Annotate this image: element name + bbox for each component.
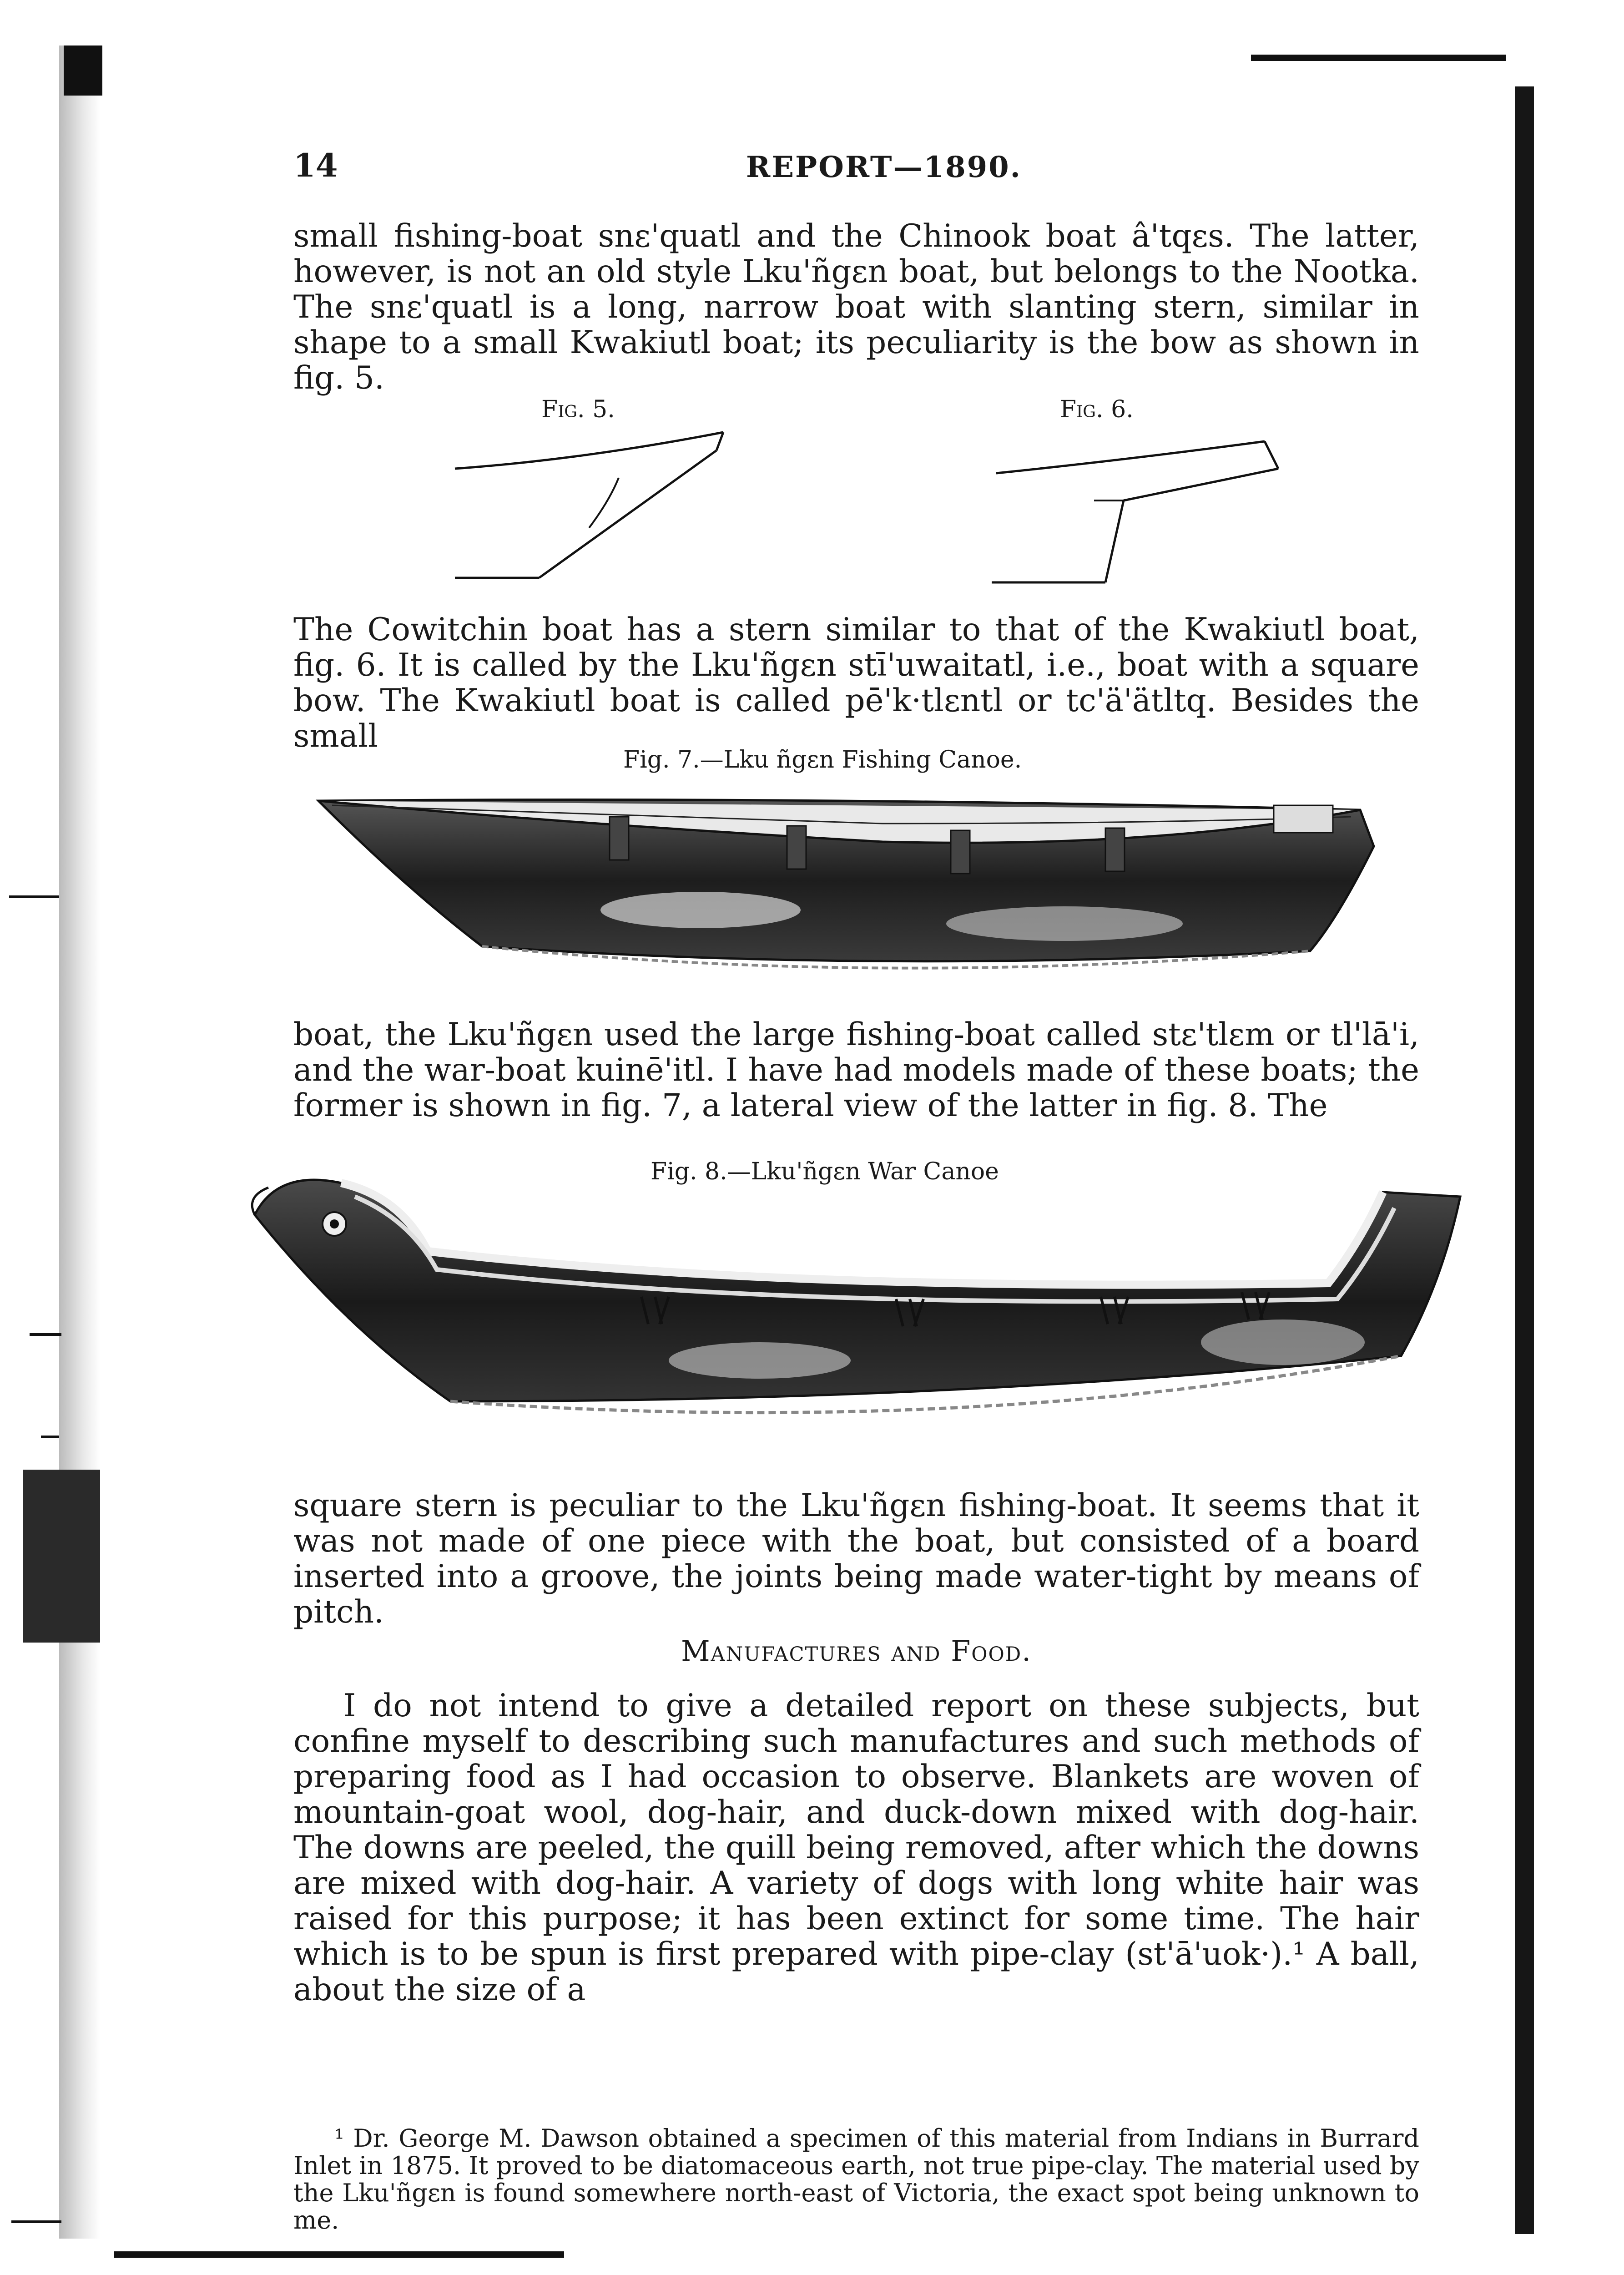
figure-5-label: Fig. 5. xyxy=(541,396,615,423)
footnote-text: ¹ Dr. George M. Dawson obtained a specimen of this material from Indians in Burrard Inlet in 1875. It proved to be diatomaceous earth, not true pipe-clay. The material used by the Lku'ñgɛn is found somewhere north-east of Victoria, the exact spot being unknown to me. xyxy=(293,2124,1419,2235)
bottom-left-rule xyxy=(114,2251,564,2258)
figure-8-war-canoe-illustration xyxy=(237,1147,1465,1465)
section-heading: Manufactures and Food. xyxy=(681,1634,1032,1668)
paragraph-1-text: small fishing-boat snɛ'quatl and the Chinook boat â'tqɛs. The latter, however, is not an old style Lku'ñgɛn boat, but belongs to the Nootka. The snɛ'quatl is a long, narrow boat with slanting stern, similar in shape to a small Kwakiutl boat; its peculiarity is the bow as shown in fig. 5. xyxy=(293,218,1419,396)
left-edge-shadow xyxy=(59,46,100,2239)
top-right-rule xyxy=(1251,55,1506,61)
paragraph-2-text: The Cowitchin boat has a stern similar to that of the Kwakiutl boat, fig. 6. It is called by the Lku'ñgɛn stī'uwaitatl, i.e., boat with a square bow. The Kwakiutl boat is called pē'k·tlɛntl or tc'ä'ätltq. Besides the small xyxy=(293,612,1419,754)
section-paragraph xyxy=(293,1688,1419,2007)
figure-6-stern-diagram xyxy=(983,423,1292,587)
paragraph-4-text: square stern is peculiar to the Lku'ñgɛn fishing-boat. It seems that it was not made of one piece with the boat, but consisted of a board inserted into a groove, the joints being made water-tight by means of pitch. xyxy=(293,1487,1419,1630)
paragraph-3 xyxy=(293,1017,1419,1123)
section-paragraph-text: I do not intend to give a detailed report on these subjects, but confine myself to describing such manufactures and such methods of preparing food as I had occasion to observe. Blankets are woven of mountain-goat wool, dog-hair, and duck-down mixed with dog-hair. The downs are peeled, the quill being removed, after which the downs are mixed with dog-hair. A variety of dogs with long white hair was raised for this purpose; it has been extinct for some time. The hair which is to be spun is first prepared with pipe-clay (st'ā'uok·).¹ A ball, about the size of a xyxy=(293,1688,1419,2008)
left-margin-mark-4 xyxy=(11,2220,61,2223)
paragraph-3-text: boat, the Lku'ñgɛn used the large fishing-boat called stɛ'tlɛm or tl'lā'i, and the war-boat kuinē'itl. I have had models made of these boats; the former is shown in fig. 7, a lateral view of the latter in fig. 8. The xyxy=(293,1016,1419,1124)
left-margin-mark-2 xyxy=(30,1333,61,1336)
right-edge-bar xyxy=(1515,86,1534,2234)
figure-6-label: Fig. 6. xyxy=(1060,396,1134,423)
left-edge-dark-block xyxy=(23,1470,100,1643)
left-margin-mark-3 xyxy=(41,1436,59,1438)
figure-5-bow-diagram xyxy=(446,423,755,587)
page-number: 14 xyxy=(293,147,338,184)
paragraph-1 xyxy=(293,218,1419,396)
figure-8-caption: Fig. 8.—Lku'ñgɛn War Canoe xyxy=(651,1158,999,1185)
paragraph-2 xyxy=(293,612,1419,754)
running-head: REPORT—1890. xyxy=(746,150,1022,184)
left-edge-dark-mark xyxy=(64,46,102,96)
paragraph-4 xyxy=(293,1488,1419,1630)
figure-7-fishing-canoe-illustration xyxy=(291,774,1406,992)
figure-7-caption: Fig. 7.—Lku ñgɛn Fishing Canoe. xyxy=(623,746,1022,774)
left-margin-mark-1 xyxy=(9,895,59,898)
footnote xyxy=(293,2125,1419,2234)
